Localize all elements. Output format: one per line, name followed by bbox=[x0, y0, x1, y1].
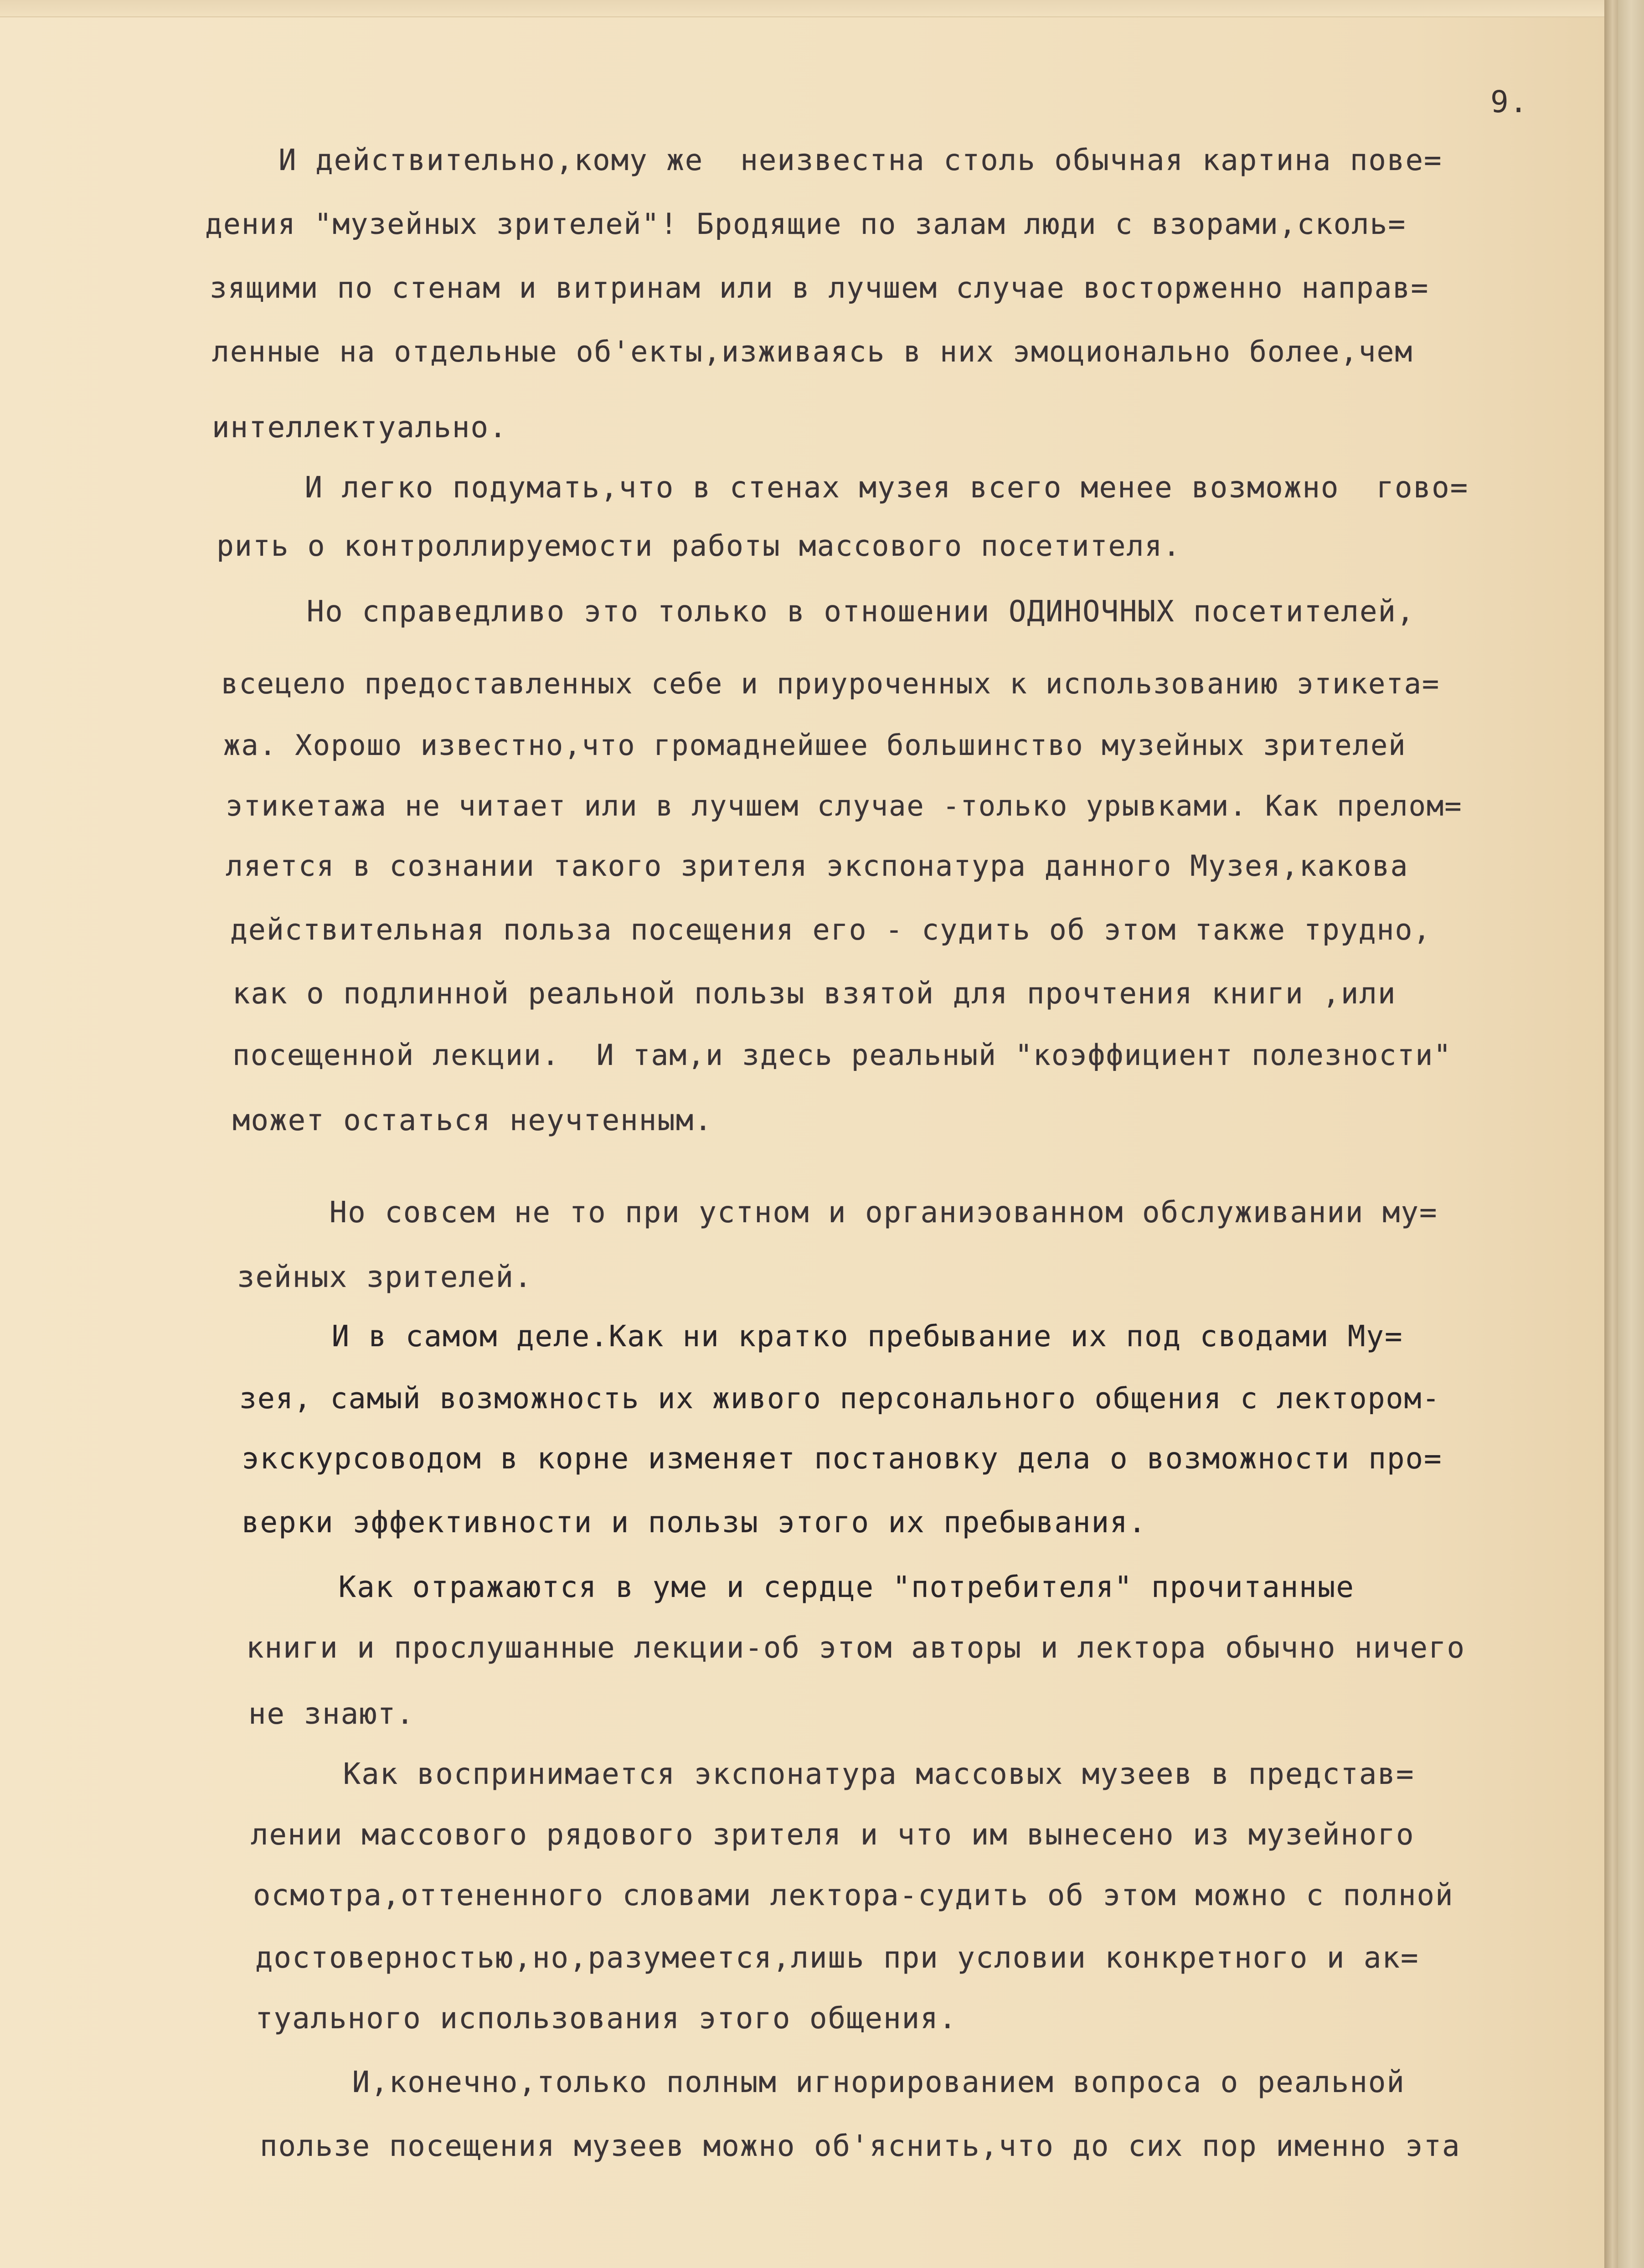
text-line: Как воспринимается экспонатура массовых музеев в представ= bbox=[251, 1757, 1415, 1791]
text-line: И в самом деле.Как ни кратко пребывание их под сводами Му= bbox=[239, 1320, 1403, 1354]
text-line: книги и прослушанные лекции-об этом авторы и лектора обычно ничего bbox=[246, 1631, 1466, 1665]
text-line: всецело предоставленных себе и приуроченных к использованию этикета= bbox=[221, 667, 1440, 700]
text-line: зея, самый возможность их живого персонального общения с лектором- bbox=[239, 1382, 1441, 1415]
page-number: 9. bbox=[1490, 84, 1529, 119]
text-line: Как отражаются в уме и сердце "потребителя" прочитанные bbox=[246, 1571, 1355, 1604]
text-line: И легко подумать,что в стенах музея всего менее возможно гово= bbox=[212, 471, 1469, 505]
text-line: этикетажа не читает или в лучшем случае -только урывками. Как прелом= bbox=[226, 789, 1463, 822]
text-line: верки эффективности и пользы этого их пребывания. bbox=[242, 1506, 1147, 1540]
page-stack-edge bbox=[1618, 0, 1644, 2268]
text-line: зейных зрителей. bbox=[237, 1261, 533, 1294]
text-line: туального использования этого общения. bbox=[255, 2002, 958, 2036]
text-line: ленные на отдельные об'екты,изживаясь в них эмоционально более,чем bbox=[212, 335, 1413, 368]
text-line: жа. Хорошо известно,что громаднейшее большинство музейных зрителей bbox=[223, 728, 1407, 762]
text-line: лении массового рядового зрителя и что им вынесено из музейного bbox=[251, 1818, 1415, 1852]
text-line: как о подлинной реальной пользы взятой для прочтения книги ,или bbox=[232, 977, 1397, 1011]
text-line: И,конечно,только полным игнорированием вопроса о реальной bbox=[260, 2066, 1405, 2099]
text-line: может остаться неучтенным. bbox=[232, 1104, 713, 1137]
text-line: экскурсоводом в корне изменяет постановку дела о возможности про= bbox=[242, 1442, 1443, 1476]
text-line: Но совсем не то при устном и органиэованном обслуживании му= bbox=[237, 1196, 1438, 1230]
text-line: интеллектуально. bbox=[212, 411, 508, 444]
text-line: ляется в сознании такого зрителя экспонатура данного Музея,какова bbox=[226, 849, 1409, 883]
text-line: осмотра,оттененного словами лектора-судить об этом можно с полной bbox=[253, 1879, 1454, 1912]
text-line: пользе посещения музеев можно об'яснить,что до сих пор именно эта bbox=[260, 2129, 1461, 2163]
text-line: посещенной лекции. И там,и здесь реальный "коэффициент полезности" bbox=[232, 1038, 1452, 1072]
page-stack-edge bbox=[1604, 0, 1618, 2268]
text-line: не знают. bbox=[248, 1697, 415, 1731]
text-line: Но справедливо это только в отношении ОДИНОЧНЫХ посетителей, bbox=[214, 595, 1415, 629]
text-line: действительная польза посещения его - судить об этом также трудно, bbox=[230, 913, 1432, 946]
text-line: зящими по стенам и витринам или в лучшем случае восторженно направ= bbox=[210, 271, 1429, 305]
text-line: дения "музейных зрителей"! Бродящие по залам люди с взорами,сколь= bbox=[205, 207, 1407, 241]
text-line: достоверностью,но,разумеется,лишь при условии конкретного и ак= bbox=[255, 1941, 1419, 1975]
text-line: рить о контроллируемости работы массового посетителя. bbox=[216, 529, 1181, 563]
text-line: И действительно,кому же неизвестна столь обычная картина пове= bbox=[242, 144, 1443, 177]
